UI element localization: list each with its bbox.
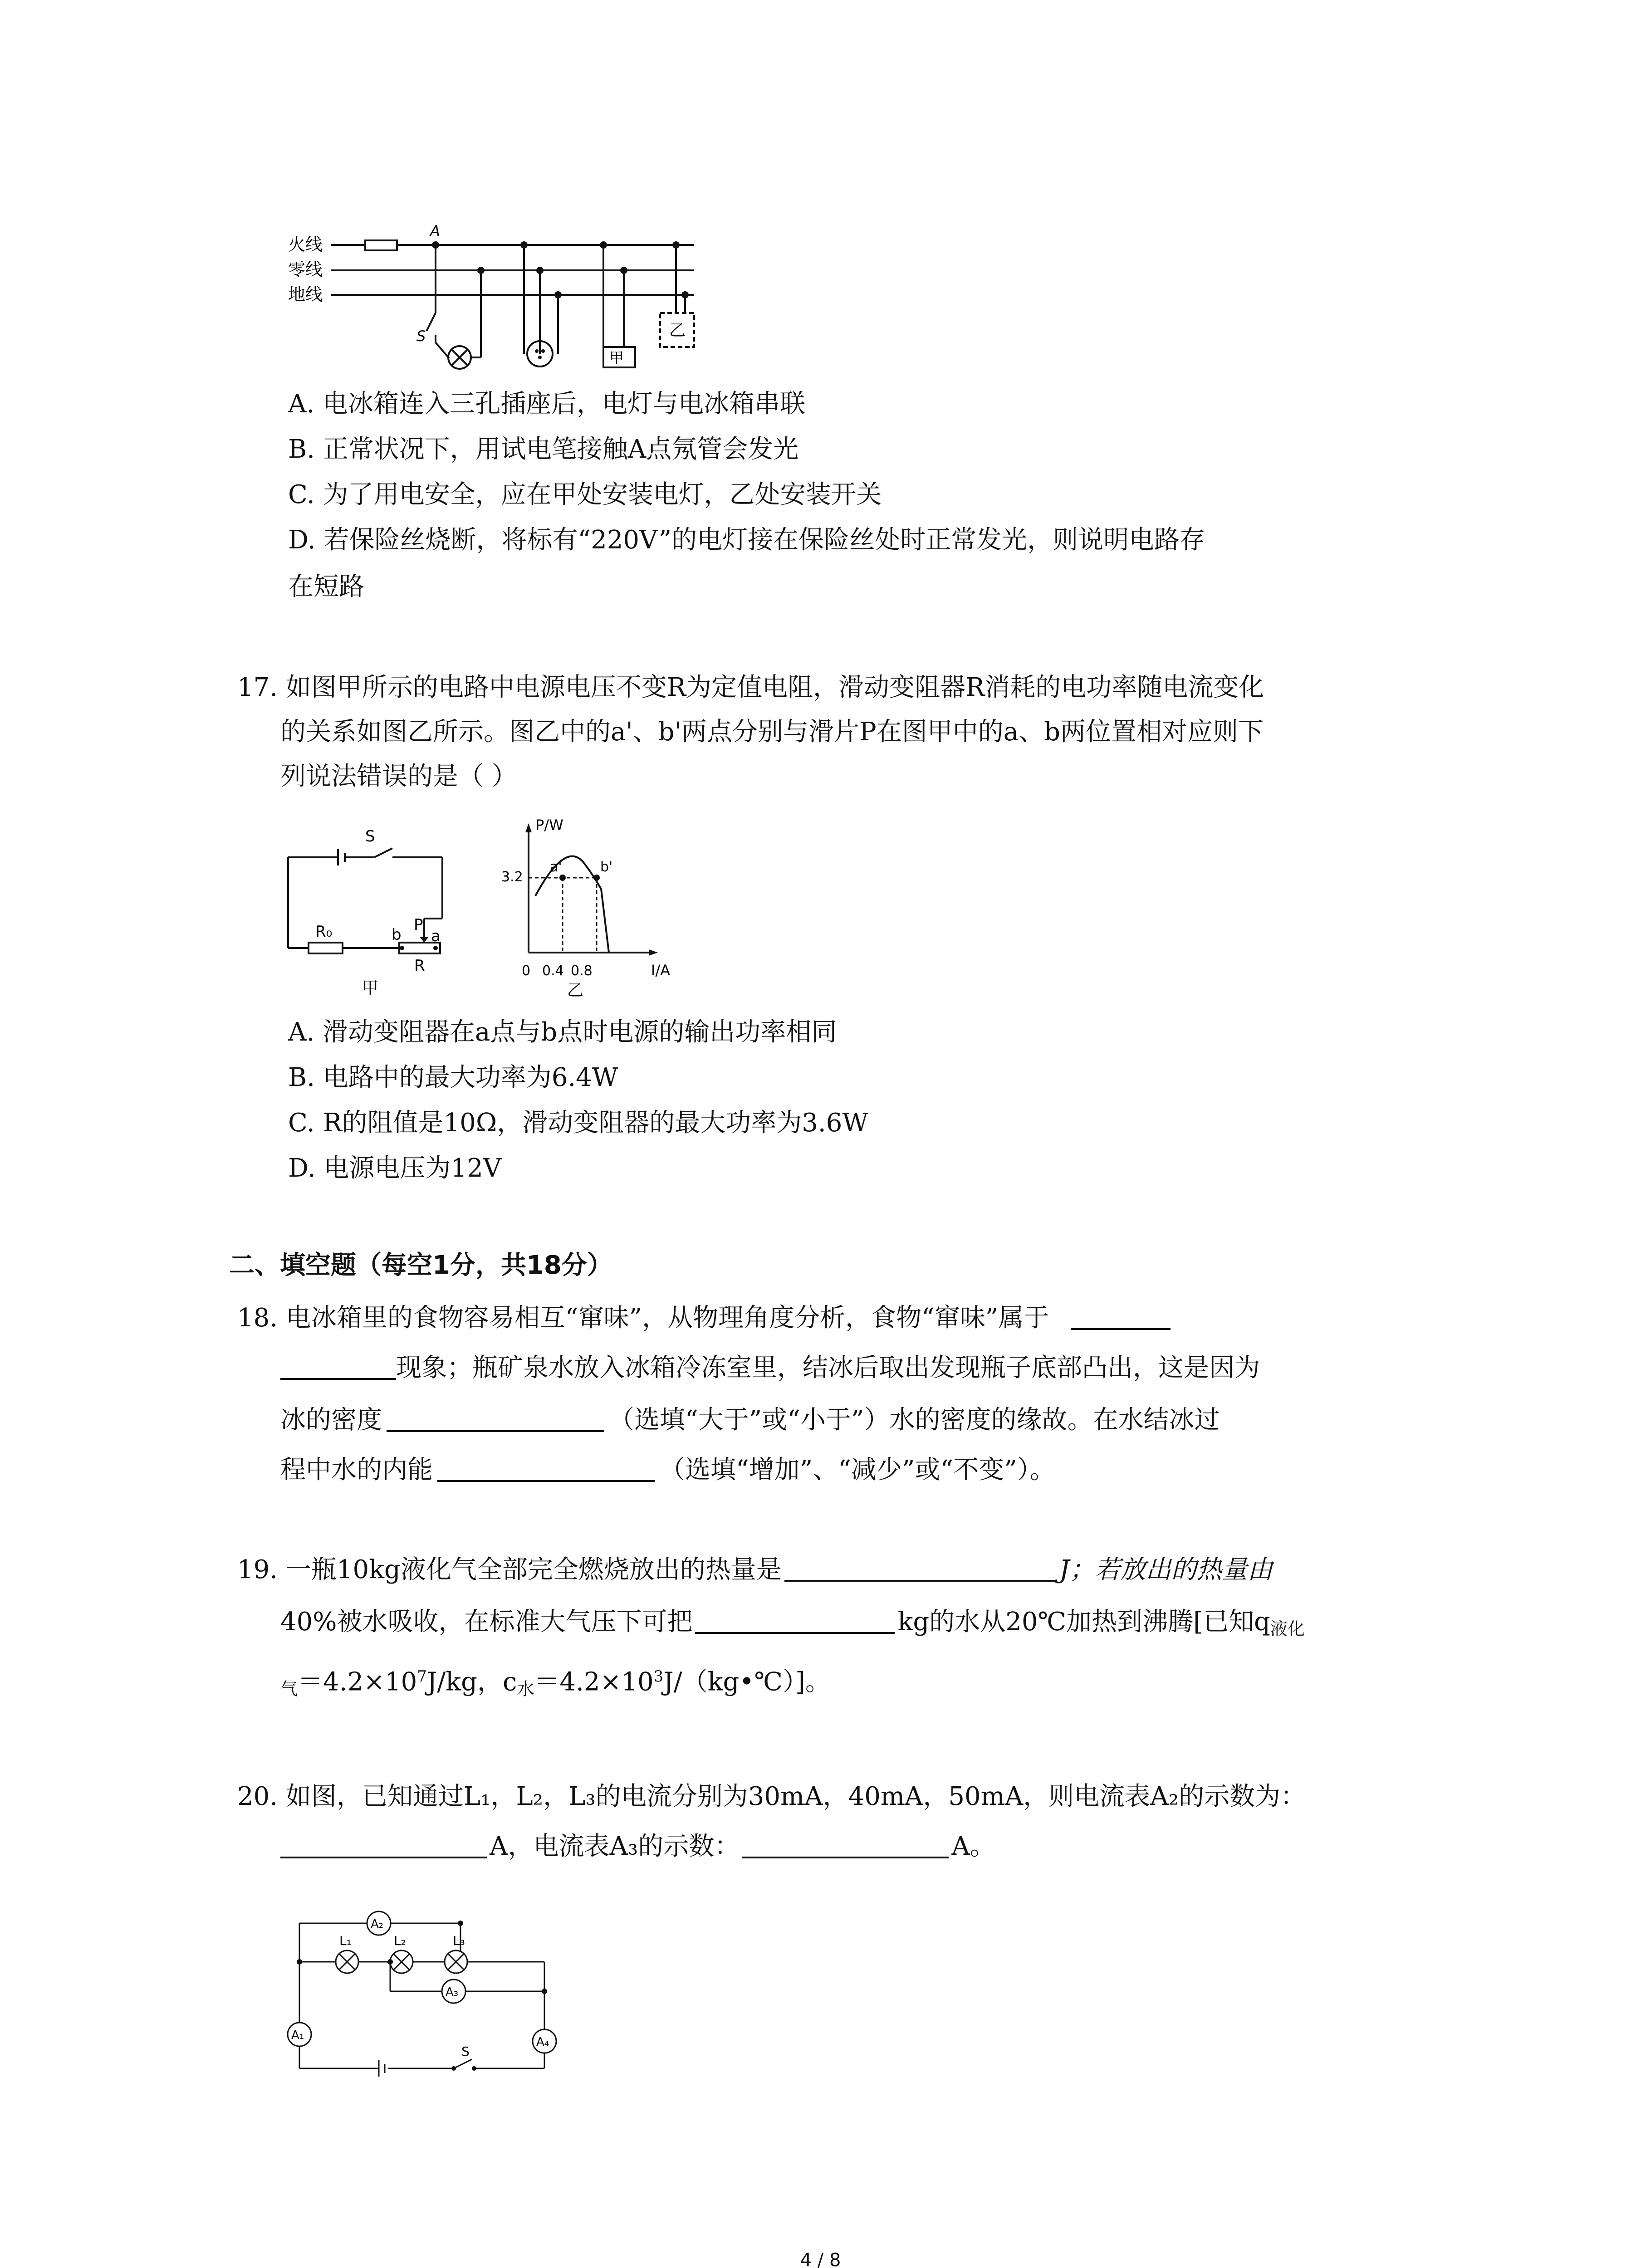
q20-line-1: 20. 如图，已知通过L₁，L₂，L₃的电流分别为30mA，40mA，50mA，则电流表A₂的示数为： bbox=[237, 1782, 1306, 1811]
chart-x-tick-1: 0.4 bbox=[542, 963, 564, 979]
chart-x-tick-2: 0.8 bbox=[571, 963, 593, 979]
q18-line-4: 程中水的内能 （选填“增加”、“减少”或“不变”）。 bbox=[280, 1455, 1055, 1485]
q18-blank-2[interactable] bbox=[387, 1405, 604, 1432]
switch-s-label: S bbox=[416, 327, 426, 345]
q17-a-label: a bbox=[431, 927, 441, 945]
chart-caption: 乙 bbox=[567, 981, 584, 998]
s-label: S bbox=[461, 2044, 470, 2059]
q19-line-3: 气$=4.2\times 10^7J/kg$，c水$=4.2\times 10^3J/(kg•℃)$]。 bbox=[280, 1667, 831, 1699]
a4-label: A₄ bbox=[536, 2035, 549, 2049]
q17-p-label: P bbox=[414, 916, 423, 934]
neutral-wire-label: 零线 bbox=[288, 259, 323, 279]
data-point-label-0: a' bbox=[550, 859, 562, 875]
q17-stem-line-1: 17. 如图甲所示的电路中电源电压不变R为定值电阻，滑动变阻器R消耗的电功率随电流变化 bbox=[237, 673, 1264, 702]
resistor-r0 bbox=[309, 943, 343, 953]
q16-option-c: C. 为了用电安全，应在甲处安装电灯，乙处安装开关 bbox=[288, 480, 882, 509]
q17-power-current-chart bbox=[485, 816, 676, 998]
l1-label: L₁ bbox=[339, 1933, 352, 1948]
q17-option-b: B. 电路中的最大功率为6.4W bbox=[288, 1063, 618, 1092]
q18-line-2: 现象；瓶矿泉水放入冰箱冷冻室里，结冰后取出发现瓶子底部凸出，这是因为 bbox=[280, 1352, 1260, 1384]
q17-b-label: b bbox=[392, 926, 402, 944]
point-a-label: A bbox=[430, 222, 440, 240]
q17-circuit-figure bbox=[281, 821, 481, 998]
q18-line-3: 冰的密度 （选填“大于”或“小于”）水的密度的缘故。在水结冰过 bbox=[280, 1405, 1220, 1435]
a3-label: A₃ bbox=[446, 1985, 459, 1999]
q20-circuit-figure bbox=[281, 1896, 572, 2077]
box-yi-label: 乙 bbox=[669, 321, 686, 340]
q19-line-1: 19. 一瓶10kg液化气全部完全燃烧放出的热量是 J；若放出的热量由 bbox=[237, 1555, 1273, 1584]
q18-blank-1[interactable] bbox=[1071, 1303, 1171, 1330]
section-2-title: 二、填空题（每空1分，共18分） bbox=[229, 1251, 612, 1280]
chart-y-axis-label: P/W bbox=[535, 816, 563, 834]
q17-stem-line-2: 的关系如图乙所示。图乙中的a'、b'两点分别与滑片P在图甲中的a、b两位置相对应则下 bbox=[280, 717, 1264, 747]
q19-line-2: 40%被水吸收，在标准大气压下可把 kg的水从20℃加热到沸腾[已知q液化 bbox=[280, 1607, 1305, 1639]
q20-blank-1[interactable] bbox=[280, 1831, 487, 1858]
q17-stem-line-3: 列说法错误的是（ ） bbox=[280, 762, 517, 791]
q18-line-1: 18. 电冰箱里的食物容易相互“窜味”，从物理角度分析，食物“窜味”属于 bbox=[237, 1302, 1171, 1334]
q19-blank-2[interactable] bbox=[695, 1607, 895, 1634]
q17-r0-label: R₀ bbox=[315, 923, 333, 941]
a1-label: A₁ bbox=[291, 2028, 304, 2042]
data-point-1 bbox=[593, 875, 600, 881]
chart-x-tick-0: 0 bbox=[522, 963, 531, 979]
q18-blank-3[interactable] bbox=[437, 1455, 655, 1482]
data-point-0 bbox=[559, 875, 566, 881]
fuse bbox=[365, 240, 397, 250]
live-wire-label: 火线 bbox=[288, 235, 323, 254]
q17-fig-jia-caption: 甲 bbox=[362, 979, 379, 997]
q19-blank-1[interactable] bbox=[784, 1554, 1057, 1582]
household-wiring-figure bbox=[286, 222, 703, 386]
ground-wire-label: 地线 bbox=[288, 284, 323, 304]
q16-option-b: B. 正常状况下，用试电笔接触A点氖管会发光 bbox=[288, 435, 799, 464]
l3-label: L₃ bbox=[453, 1933, 465, 1948]
chart-y-tick-0: 3.2 bbox=[501, 869, 523, 885]
q16-option-d-continued: 在短路 bbox=[288, 572, 364, 601]
box-jia-label: 甲 bbox=[609, 349, 624, 367]
q20-blank-2[interactable] bbox=[742, 1831, 949, 1858]
q17-option-a: A. 滑动变阻器在a点与b点时电源的输出功率相同 bbox=[288, 1017, 837, 1047]
q16-option-a: A. 电冰箱连入三孔插座后，电灯与电冰箱串联 bbox=[288, 389, 806, 419]
a2-label: A₂ bbox=[371, 1917, 384, 1931]
page-number: 4 / 8 bbox=[800, 2250, 841, 2268]
power-curve bbox=[535, 856, 609, 953]
q18-blank-1-continued[interactable] bbox=[280, 1353, 396, 1380]
q17-option-d: D. 电源电压为12V bbox=[288, 1154, 502, 1183]
data-point-label-1: b' bbox=[600, 859, 613, 875]
q17-r-label: R bbox=[414, 957, 425, 975]
q17-option-c: C. R的阻值是10Ω，滑动变阻器的最大功率为3.6W bbox=[288, 1108, 868, 1138]
q16-option-d: D. 若保险丝烧断，将标有“220V”的电灯接在保险丝处时正常发光，则说明电路存 bbox=[288, 525, 1205, 555]
chart-x-axis-label: I/A bbox=[651, 962, 671, 979]
q17-switch-label: S bbox=[365, 827, 375, 846]
l2-label: L₂ bbox=[394, 1933, 406, 1948]
q20-line-2: A，电流表A₃的示数： A。 bbox=[280, 1830, 995, 1863]
